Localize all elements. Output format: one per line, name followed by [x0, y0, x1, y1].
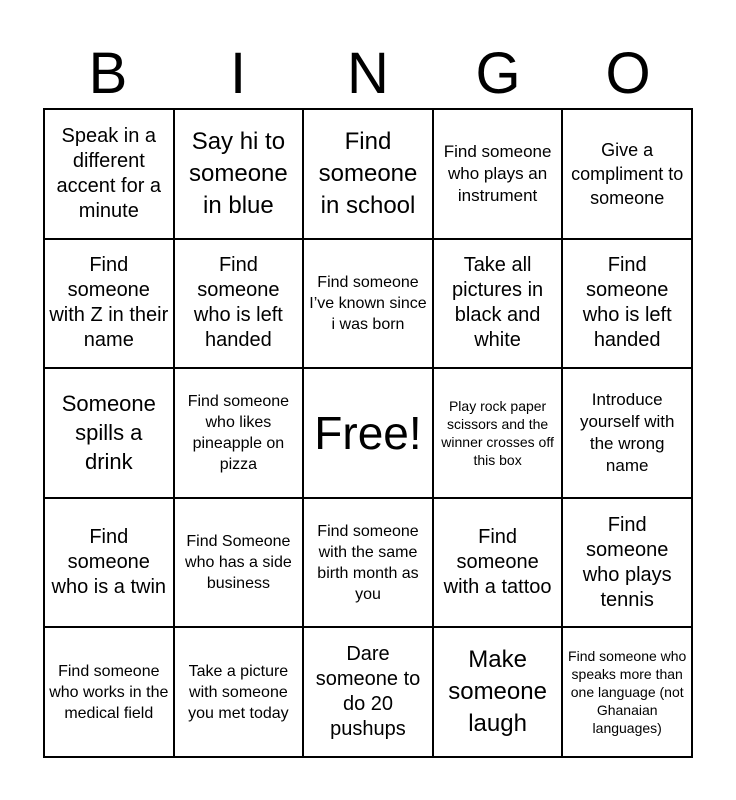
header-letter-n: N — [347, 41, 389, 106]
bingo-cell[interactable]: Introduce yourself with the wrong name — [562, 368, 692, 498]
bingo-cell[interactable]: Take a picture with someone you met today — [174, 627, 304, 757]
bingo-cell[interactable]: Find someone who plays an instrument — [433, 109, 563, 239]
bingo-cell[interactable]: Find someone who is a twin — [44, 498, 174, 628]
bingo-cell[interactable]: Find someone who is left handed — [174, 239, 304, 369]
bingo-cell[interactable]: Find Someone who has a side business — [174, 498, 304, 628]
bingo-cell[interactable]: Give a compliment to someone — [562, 109, 692, 239]
bingo-cell[interactable]: Find someone with the same birth month as you — [303, 498, 433, 628]
header-letter-i: I — [229, 41, 247, 106]
header-letter-o: O — [605, 41, 651, 106]
bingo-cell[interactable]: Say hi to someone in blue — [174, 109, 304, 239]
bingo-cell[interactable]: Find someone who works in the medical field — [44, 627, 174, 757]
bingo-cell[interactable]: Make someone laugh — [433, 627, 563, 757]
header-letter-g: G — [475, 41, 521, 106]
bingo-cell[interactable]: Find someone in school — [303, 109, 433, 239]
bingo-grid — [43, 108, 693, 758]
bingo-cell[interactable]: Find someone with a tattoo — [433, 498, 563, 628]
bingo-cell[interactable]: Find someone who speaks more than one language (not Ghanaian languages) — [562, 627, 692, 757]
header-letter-b: B — [88, 41, 128, 106]
bingo-cell[interactable]: Find someone with Z in their name — [44, 239, 174, 369]
bingo-cell[interactable]: Someone spills a drink — [44, 368, 174, 498]
bingo-cell[interactable]: Find someone who likes pineapple on pizza — [174, 368, 304, 498]
bingo-cell[interactable]: Play rock paper scissors and the winner crosses off this box — [433, 368, 563, 498]
bingo-header — [43, 40, 693, 108]
bingo-cell[interactable]: Take all pictures in black and white — [433, 239, 563, 369]
bingo-cell[interactable]: Speak in a different accent for a minute — [44, 109, 174, 239]
bingo-cell-free[interactable]: Free! — [303, 368, 433, 498]
bingo-cell[interactable]: Find someone who is left handed — [562, 239, 692, 369]
bingo-cell[interactable]: Find someone who plays tennis — [562, 498, 692, 628]
bingo-cell[interactable]: Dare someone to do 20 pushups — [303, 627, 433, 757]
bingo-cell[interactable]: Find someone I’ve known since i was born — [303, 239, 433, 369]
